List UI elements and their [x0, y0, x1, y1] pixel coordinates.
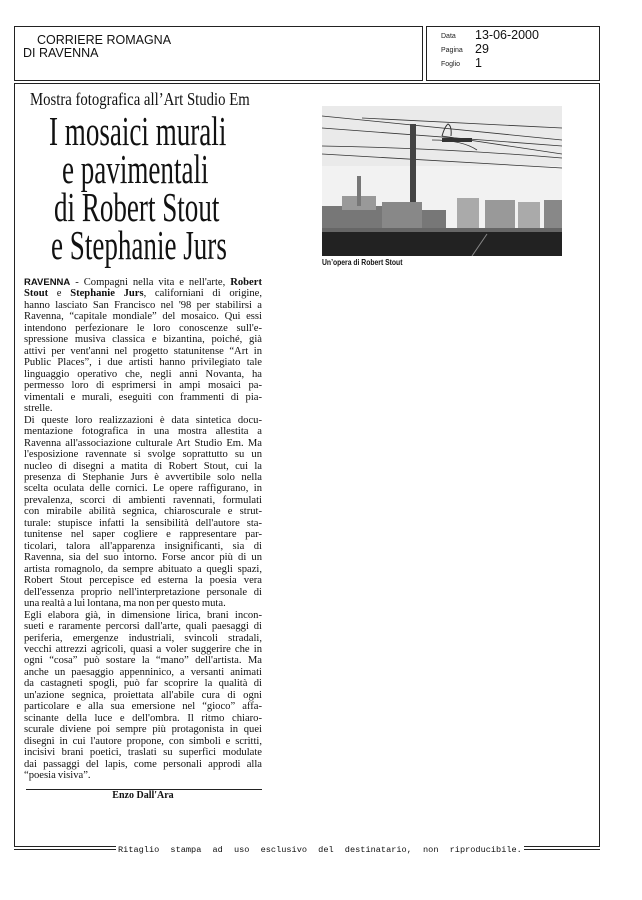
body-line: [24, 288, 262, 299]
body-line: Ravenna, sia del suo intorno. Forse ancor più di un: [24, 552, 262, 564]
body-line: scurale diviene poi sempre più protagonista in quei: [24, 724, 262, 736]
body-emphasis: RAVENNA: [24, 277, 71, 288]
body-line: attivi per vent'anni nel progetto statunitense “Art in: [24, 345, 262, 357]
body-line: dell'essenza proprio nell'interpretazione personale di: [24, 586, 262, 598]
body-line: turale: stupisce infatti la sensibilità dell'autore sta-: [24, 517, 262, 529]
body-emphasis: Robert: [230, 277, 262, 288]
body-line: da castagneti spogli, può far scoprire la qualità di: [24, 678, 262, 690]
body-emphasis: Stout: [24, 288, 49, 300]
article-body: [24, 277, 262, 782]
body-line: ticolari, talora all'apparenza insignificanti, sia di: [24, 540, 262, 552]
body-line: presenza di Stephanie Jurs è avvertibile solo nella: [24, 471, 262, 483]
body-line: ogni “cosa” può sostare la “mano” dell'artista. Ma: [24, 655, 262, 667]
body-line: Ravenna all'associazione culturale Art Studio Em. Ma: [24, 437, 262, 449]
sheet-label: Foglio: [441, 61, 461, 68]
body-line: Di queste loro realizzazioni è data sintetica docu-: [24, 414, 262, 426]
body-line: anche un paesaggio appenninico, a versanti animati: [24, 666, 262, 678]
body-line: linguaggio operativo che, negli anni Novanta, ha: [24, 368, 262, 380]
title-line: I mosaici murali: [49, 108, 227, 154]
body-line: scelta oculata delle cornici. Le opere raffigurano, in: [24, 483, 262, 495]
body-line: Egli elabora già, in dimensione lirica, brani incon-: [24, 609, 262, 621]
title-line: di Robert Stout: [54, 184, 220, 230]
clipping-meta-box: [426, 26, 600, 81]
body-line: [24, 277, 262, 288]
body-line: vecchi attrezzi agricoli, quasi a voler suggerire che in: [24, 644, 262, 655]
body-line: dai passaggi del lapis, come personali approdi alla: [24, 758, 262, 770]
page-value: 29: [475, 42, 489, 56]
body-line: Public Places”, i due artisti hanno privilegiato tale: [24, 357, 262, 369]
title-line: e Stephanie Jurs: [51, 222, 227, 268]
body-line: Robert Stout percepisce ed esterna la poesia vera: [24, 575, 262, 587]
artwork-photo: [322, 106, 562, 256]
body-line: tunitense nel saper cogliere e rappresentare par-: [24, 529, 262, 541]
body-line: con mirabile abilità segnica, chiaroscurale e strut-: [24, 506, 262, 518]
body-line: spressione musiva classica e bizantina, poiché, già: [24, 334, 262, 346]
body-line: permesso loro di esprimersi in ampi mosaici pa-: [24, 380, 262, 392]
body-line: vimentali e murali, eseguiti con frammenti di pia-: [24, 391, 262, 403]
body-emphasis: Stephanie Jurs: [70, 288, 144, 300]
body-line: nucleo di disegni a matita di Robert Stout, cui la: [24, 460, 262, 472]
body-line: Ravenna, “capitale mondiale” del mosaico. Qui essi: [24, 311, 262, 323]
body-line: hanno lasciato San Francisco nel '98 per stabilirsi a: [24, 299, 262, 311]
body-line: periferia, emergenze industriali, svincoli stradali,: [24, 632, 262, 644]
title-line: e pavimentali: [62, 146, 209, 192]
body-line: intendono perfezionare le loro conoscenze sull'e-: [24, 322, 262, 334]
publication-name: CORRIERE ROMAGNA: [37, 33, 172, 47]
publication-box: [14, 26, 423, 81]
body-line: artista romagnolo, da sempre abituato a quegli spazi,: [24, 563, 262, 575]
body-line: strelle.: [24, 403, 53, 415]
author-byline: Enzo Dall'Ara: [112, 790, 174, 801]
date-label: Data: [441, 33, 456, 40]
body-line: una realtà a lui lontana, ma non per questo muta.: [24, 598, 226, 610]
publication-city: DI RAVENNA: [23, 46, 99, 60]
footer-notice: Ritaglio stampa ad uso esclusivo del destinatario, non riproducibile.: [118, 845, 522, 855]
photo-caption: Un’opera di Robert Stout: [322, 258, 403, 267]
body-line: incisivi brani poetici, traslati su superfici modulate: [24, 747, 262, 759]
page-label: Pagina: [441, 47, 463, 54]
body-line: disegni in cui l'autore propone, con simboli e scritti,: [24, 735, 262, 747]
body-line: scinante della luce e dell'ombra. Il ritmo chiaro-: [24, 712, 262, 724]
body-text: e: [48, 288, 71, 300]
body-text: - Compagni nella vita e nell'arte,: [70, 277, 231, 288]
date-value: 13-06-2000: [475, 28, 539, 42]
body-line: sueti e raramente percorsi dall'arte, quali paesaggi di: [24, 621, 262, 633]
body-line: “poesia visiva”.: [24, 770, 91, 782]
article-kicker: Mostra fotografica all’Art Studio Em: [30, 89, 250, 109]
body-text: , californiani di origine,: [143, 288, 262, 300]
body-line: mentazione fotografica in una mostra allestita a: [24, 426, 262, 438]
sheet-value: 1: [475, 56, 482, 70]
body-line: particolare e alla sua emersione nel “gioco” affa-: [24, 701, 262, 713]
body-line: prevalenza, scorci di ambienti ravennati, formulati: [24, 494, 262, 506]
body-line: un'azione segnica, proiettata all'abile cura di ogni: [24, 689, 262, 701]
body-line: l'esposizione ravennate si svolge soprattutto su un: [24, 449, 262, 461]
